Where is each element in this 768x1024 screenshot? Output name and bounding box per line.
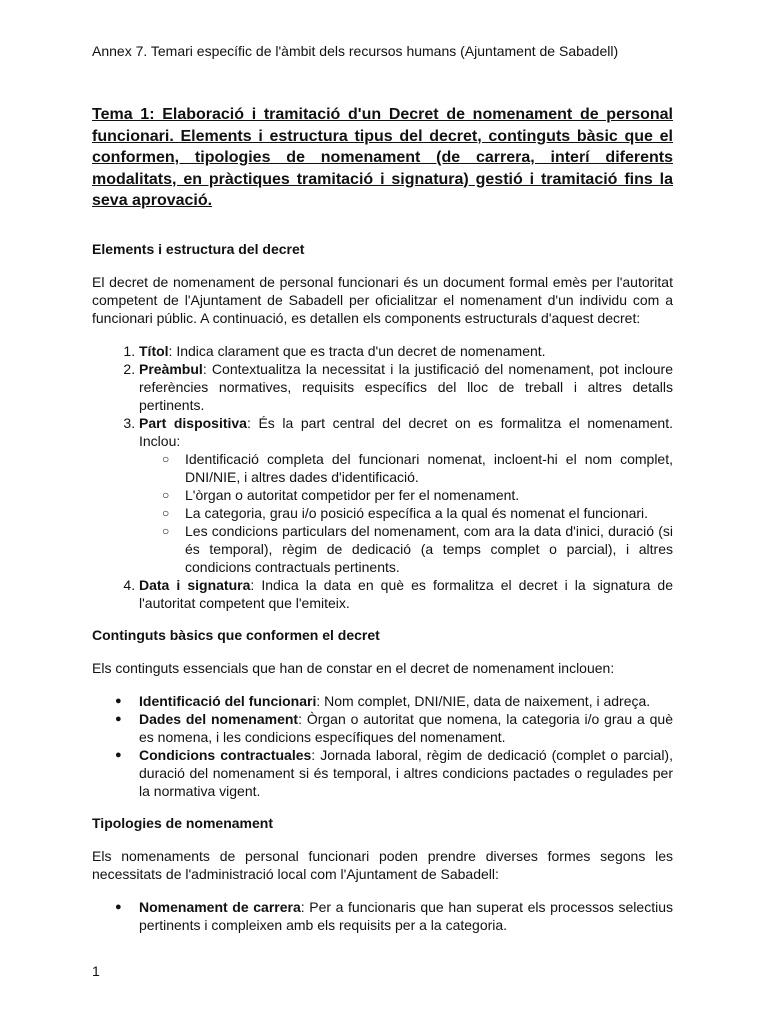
section-heading: Elements i estructura del decret <box>92 241 305 257</box>
numbered-list <box>92 342 673 612</box>
bullet-item <box>139 710 673 746</box>
bullet-item-term: Identificació del funcionari <box>139 693 317 709</box>
bullet-list <box>92 898 673 934</box>
bullet-item <box>139 898 673 934</box>
list-item-text: : És la part central del decret on es formalitza el nomenament. Inclou: <box>139 415 673 449</box>
list-item <box>139 360 673 414</box>
page-number: 1 <box>92 963 100 979</box>
list-item-term: Part dispositiva <box>139 415 247 431</box>
bullet-item-text: : Òrgan o autoritat que nomena, la categoria i/o grau a què es nomena, i les condicions específiques del nomenament. <box>139 711 673 745</box>
bullet-item-text: : Nom complet, DNI/NIE, data de naixement, i adreça. <box>316 693 651 709</box>
bullet-item <box>139 746 673 800</box>
bullet-list <box>92 692 673 800</box>
section-heading: Continguts bàsics que conformen el decret <box>92 627 380 643</box>
sub-list-item: ○ La categoria, grau i/o posició específica a la qual és nomenat el funcionari. <box>185 504 673 522</box>
bullet-item-term: Condicions contractuales <box>139 747 312 763</box>
section-intro: El decret de nomenament de personal funcionari és un document formal emès per l'autoritat competent de l'Ajuntament de Sabadell per oficialitzar el nomenament d'un individu com a funcionari públic. A continuació, es detallen els components estructurals d'aquest decret: <box>92 274 673 326</box>
section-intro: Els nomenaments de personal funcionari poden prendre diverses formes segons les necessitats de l'administració local com l'Ajuntament de Sabadell: <box>92 848 673 882</box>
list-item-term: Preàmbul <box>139 361 203 377</box>
list-item-text: : Indica la data en què es formalitza el decret i la signatura de l'autoritat competent que l'emiteix. <box>139 577 674 611</box>
section-intro: Els continguts essencials que han de constar en el decret de nomenament inclouen: <box>92 660 615 676</box>
bullet-item-term: Dades del nomenament <box>139 711 299 727</box>
list-item-text: : Indica clarament que es tracta d'un decret de nomenament. <box>168 343 546 359</box>
bullet-item-text: : Jornada laboral, règim de dedicació (complet o parcial), duració del nomenament si és temporal, i altres condicions pactades o regulades per la normativa vigent. <box>139 747 673 799</box>
list-item <box>139 342 673 360</box>
document-body <box>92 240 673 948</box>
list-item-text: : Contextualitza la necessitat i la justificació del nomenament, pot incloure referències normatives, requisits específics del lloc de treball i altres detalls pertinents. <box>139 361 673 413</box>
list-item <box>139 414 673 576</box>
sub-list-item: ○ L'òrgan o autoritat competidor per fer el nomenament. <box>185 486 673 504</box>
section-heading: Tipologies de nomenament <box>92 815 273 831</box>
list-item-term: Data i signatura <box>139 577 251 593</box>
page-header: Annex 7. Temari específic de l'àmbit dels recursos humans (Ajuntament de Sabadell) <box>92 43 619 59</box>
bullet-item-term: Nomenament de carrera <box>139 899 301 915</box>
document-title: Tema 1: Elaboració i tramitació d'un Decret de nomenament de personal funcionari. Elements i estructura tipus del decret, continguts bàsic que el conformen, tipologies de nomenament (de carrera, interí diferents modalitats, en pràctiques tramitació i signatura) gestió i tramitació fins la seva aprovació. <box>92 106 673 209</box>
bullet-item <box>139 692 673 710</box>
list-item-term: Títol <box>139 343 169 359</box>
bullet-item-text: : Per a funcionaris que han superat els processos selectius pertinents i compleixen amb els requisits per a la categoria. <box>139 899 673 933</box>
list-item <box>139 576 673 612</box>
sub-list-item: ○ Les condicions particulars del nomenament, com ara la data d'inici, duració (si és temporal), règim de dedicació (a temps complet o parcial), i altres condicions contractuals pertinents. <box>185 522 673 576</box>
sub-list <box>139 450 673 576</box>
sub-list-item: ○ Identificació completa del funcionari nomenat, incloent-hi el nom complet, DNI/NIE, i altres dades d'identificació. <box>185 450 673 486</box>
